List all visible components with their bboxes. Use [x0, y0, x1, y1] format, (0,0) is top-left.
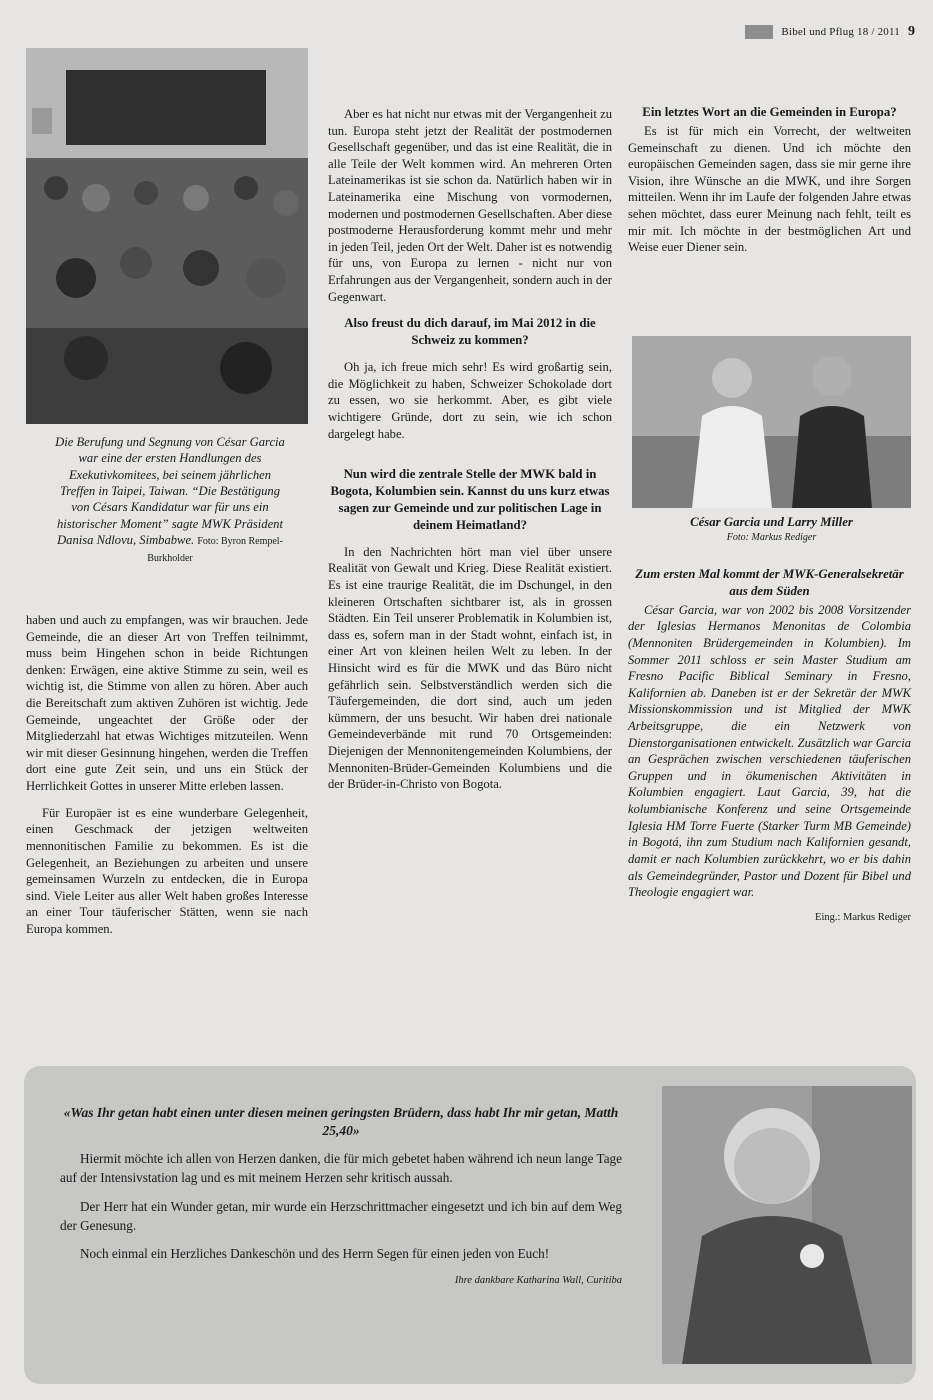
page-number: 9: [908, 24, 915, 39]
thank-you-paragraph-2: Der Herr hat ein Wunder getan, mir wurde ein Herzschrittmacher eingesetzt und ich bin auf dem Weg der Genesung.: [60, 1198, 622, 1233]
portrait-caption-text: César Garcia und Larry Miller: [690, 515, 853, 529]
question-2: Nun wird die zentrale Stelle der MWK bald in Bogota, Kolumbien sein. Kannst du uns kurz etwas sagen zur Gemeinde und zur politischen Lage in deinem Heimatland?: [330, 467, 610, 532]
group-photo-drawing: [26, 48, 308, 424]
elderly-woman-photo: [662, 1086, 912, 1364]
group-photo-caption: [50, 434, 290, 565]
page-header: [745, 22, 915, 42]
attribution: Eing.: Markus Rediger: [815, 911, 911, 923]
portrait-caption: [632, 514, 911, 544]
group-photo-credit: Foto: Byron Rempel-Burkholder: [147, 536, 283, 564]
right-column-bio: [628, 566, 911, 925]
middle-paragraph-1: Aber es hat nicht nur etwas mit der Vergangenheit zu tun. Europa steht jetzt der Realität der postmodernen Gesellschaft gegenüber, und das ist eine Realität, die in alle Teile der Welt kommen wird. An mehreren Orten Lateinamerikas ist sie schon da. Natürlich haben wir in Lateinamerika eine Mischung von vormodernen, modernen und postmodernen Gesellschaften. Aber diese postmoderne Herausforderung kommt mehr und mehr in jeden Teil, jeden Ort der Welt. Daher ist es notwendig für uns, von Europa zu lernen - nicht nur von Erfahrungen aus der Vergangenheit, sondern auch in der Gegenwart.: [328, 107, 612, 304]
right-heading-1: Ein letztes Wort an die Gemeinden in Europa?: [642, 105, 897, 119]
question-1: Also freust du dich darauf, im Mai 2012 in die Schweiz zu kommen?: [344, 316, 596, 348]
thank-you-box: [24, 1066, 916, 1384]
right-paragraph-1: Es ist für mich ein Vorrecht, der weltweiten Gemeinschaft zu dienen. Und ich möchte den europäischen Gemeinden sagen, dass sie mir gerne ihre Vision, ihre Wünsche an die MWK, und ihre Sorgen mitteilen. Wenn ihr im Laufe der folgenden Jahre etwas sehen möchtet, dass eurer Meinung nach fehlt, teilt es mir mit. Ich möchte in der bestmöglichen Art und Weise euer Diener sein.: [628, 123, 911, 255]
portrait-photo-drawing: [632, 336, 911, 508]
left-column-text: [26, 612, 308, 948]
group-photo-caption-text: Die Berufung und Segnung von César Garcia war eine der ersten Handlungen des Exekutivkomitees, bei seinem jährlichen Treffen in Taipei, Taiwan. “Die Bestätigung von Césars Kandidatur war für uns ein historischer Moment” sagte MWK Präsident Danisa Ndlovu, Simbabwe.: [55, 435, 285, 548]
thank-you-text: [60, 1104, 622, 1289]
group-photo: [26, 48, 308, 424]
right-heading-2: Zum ersten Mal kommt der MWK-Generalsekretär aus dem Süden: [635, 567, 904, 598]
portrait-photo: [632, 336, 911, 508]
thank-you-paragraph-1: Hiermit möchte ich allen von Herzen danken, die für mich gebetet haben während ich neun lange Tage auf der Intensivstation lag und es mit meinem Herzen sehr kritisch aussah.: [60, 1151, 622, 1186]
elderly-woman-photo-drawing: [662, 1086, 912, 1364]
left-paragraph-2: Für Europäer ist es eine wunderbare Gelegenheit, einen Geschmack der jetzigen weltweiten mennonitischen Familie zu bekommen. Es ist die Gelegenheit, an Beziehungen zu arbeiten und unsere gemeinsamen Wurzeln zu entdecken, die in Europa sind. Viele Leiter aus aller Welt haben großes Interesse an einer Tour täuferischer Stätten, wenn sie nach Europa kommen.: [26, 805, 308, 936]
header-bar: [745, 25, 773, 39]
middle-column-text: [328, 106, 612, 803]
middle-paragraph-2: Oh ja, ich freue mich sehr! Es wird großartig sein, die Möglichkeit zu haben, Schweizer Schokolade dort zu essen, wo sie herkommt. Aber, es gibt viele wichtigere Gründe, dort zu sein, wie ich schon dargelegt habe.: [328, 360, 612, 441]
right-column-text: [628, 104, 911, 266]
left-paragraph-1: haben und auch zu empfangen, was wir brauchen. Jede Gemeinde, die an dieser Art von Treffen teilnimmt, muss beim Hingehen schon in beide Richtungen denken: Erwägen, eine aktive Stimme zu sein, weil es wichtig ist, die Stimme von allen zu hören. Aber auch die Bereitschaft zum aktiven Zuhören ist wichtig. Jede Gemeinde, ungeachtet der Größe oder der Mitgliederzahl hat etwas Wichtiges mitzuteilen. Wenn wir mit dieser Gesinnung hingehen, werden die Treffen dort eine gute Zeit sein, und uns ein Stück der Herrlichkeit Gottes in unserer Mitte erleben lassen.: [26, 613, 308, 794]
middle-paragraph-3: In den Nachrichten hört man viel über unsere Realität von Gewalt und Krieg. Diese Realität existiert. Es ist eine traurige Realität, die im Dschungel, in den kleineren Ortschaften sichtbarer ist, als in grossen Städten. Ein Teil unserer Problematik in Kolumbien ist, dass es, sofern man in der Stadt wohnt, einfach ist, in einer Art von kleinen heilen Welt zu leben. In der Hinsicht wird es für die MWK und das Büro nicht gefährlich sein. Selbstverständlich werden sich die Täufergemeinden, die dort sind, auch um jeden kümmern, der uns besucht. Wir haben drei nationale Gemeindeverbände mit rund 70 Ortsgemeinden: Diejenigen der Mennonitengemeinden Kolumbiens, der Mennoniten-Brüder-Gemeinden Kolumbiens und die der Brüder-in-Christo von Bogota.: [328, 544, 612, 792]
thank-you-heading: «Was Ihr getan habt einen unter diesen meinen geringsten Brüdern, dass habt Ihr mir getan, Matth 25,40»: [63, 1105, 619, 1139]
signature: Ihre dankbare Katharina Wall, Curitiba: [454, 1275, 622, 1287]
portrait-credit: Foto: Markus Rediger: [726, 531, 817, 543]
publication-title: Bibel und Pflug 18 / 2011: [781, 26, 900, 38]
thank-you-paragraph-3: Noch einmal ein Herzliches Dankeschön und des Herrn Segen für einen jeden von Euch!: [80, 1246, 550, 1262]
right-paragraph-2: César Garcia, war von 2002 bis 2008 Vorsitzender der Iglesias Hermanos Menonitas de Colombia (Mennoniten Brüdergemeinden in Kolumbien). Im Sommer 2011 schloss er sein Master Studium am Fresno Pacific Biblical Seminary in Fresno, Kalifornien ab. Daneben ist er der Sekretär der MWK Missionskommission und ist Mitglied der MWK Arbeitsgruppe, die ein Netzwerk von Dienstorganisationen entwickelt. Zusätzlich war Garcia an Gesprächen zwischen verschiedenen täuferischen Gruppen und in ökumenischen Aktivitäten in Kolumbien engagiert. Laut Garcia, 39, hat die kolumbianische Konferenz und seine Ortsgemeinde Iglesia HM Torre Fuerte (Starker Turm MB Gemeinde) in Bogotá, ihn zum Studium nach Kalifornien gesandt, damit er nach Kolumbien zurückkehrt, wo er bis dahin als Gemeindegründer, Pastor und Dozent für Bibel und Theologie engagiert war.: [628, 602, 911, 900]
